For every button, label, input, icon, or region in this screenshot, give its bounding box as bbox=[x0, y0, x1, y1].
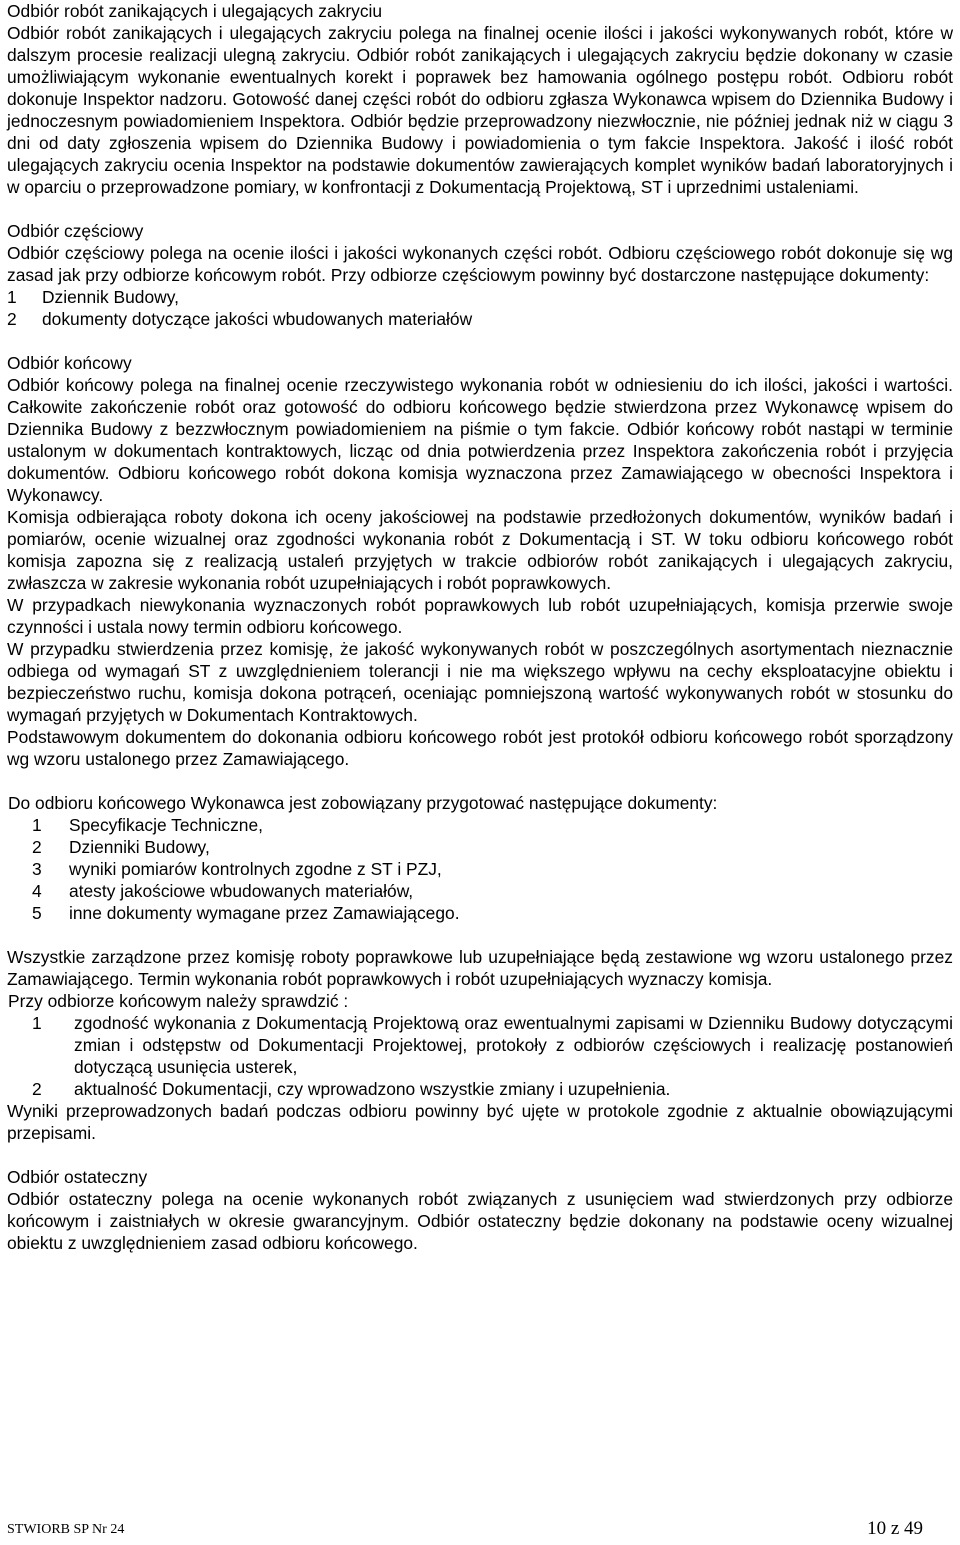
list-item-number: 4 bbox=[32, 881, 42, 901]
list-item-text: atesty jakościowe wbudowanych materiałów, bbox=[69, 881, 414, 901]
list-item-text: aktualność Dokumentacji, czy wprowadzono wszystkie zmiany i uzupełnienia. bbox=[74, 1079, 671, 1099]
koncowy-paragraph: W przypadku stwierdzenia przez komisję, że jakość wykonywanych robót w poszczególnych asortymentach nieznacznie odbiega od wymagań ST z uwzględnieniem tolerancji i nie ma większego wpływu na cechy eksploatacyjne obiektu i bezpieczeństwo ruchu, komisja dokona potrąceń, oceniając pomniejszoną wartość wykonywanych robót w stosunku do wymagań przyjętych w Dokumentach Kontraktowych. bbox=[7, 639, 953, 725]
list-item bbox=[32, 858, 953, 880]
koncowy-paragraph: Podstawowym dokumentem do dokonania odbioru końcowego robót jest protokół odbioru końcowego robót sporządzony wg wzoru ustalonego przez Zamawiającego. bbox=[7, 727, 953, 769]
list-item bbox=[32, 836, 953, 858]
list-item-text: Dzienniki Budowy, bbox=[69, 837, 210, 857]
page-footer bbox=[7, 1518, 923, 1540]
koncowy-check-intro: Przy odbiorze końcowym należy sprawdzić : bbox=[8, 991, 349, 1011]
list-item-text: Specyfikacje Techniczne, bbox=[69, 815, 263, 835]
koncowy-docs-intro: Do odbioru końcowego Wykonawca jest zobowiązany przygotować następujące dokumenty: bbox=[8, 793, 718, 813]
list-item bbox=[7, 1078, 953, 1100]
koncowy-document-list bbox=[7, 814, 953, 924]
list-item bbox=[32, 880, 953, 902]
document-page bbox=[7, 0, 953, 1254]
list-item-number: 3 bbox=[32, 859, 42, 879]
list-item-number: 2 bbox=[7, 309, 17, 329]
koncowy-check-list bbox=[7, 1012, 953, 1100]
list-item-number: 1 bbox=[32, 1013, 42, 1033]
list-item-text: zgodność wykonania z Dokumentacją Projektową oraz ewentualnymi zapisami w Dzienniku Budowy dotyczącymi zmian i odstępstw od Dokumentacji Projektowej, protokoły z odbiorów częściowych i realizację postanowień dotyczącą usunięcia usterek, bbox=[74, 1013, 953, 1077]
list-item-number: 2 bbox=[32, 837, 42, 857]
list-item bbox=[7, 1012, 953, 1078]
list-item bbox=[32, 902, 953, 924]
koncowy-after-docs: Wszystkie zarządzone przez komisję roboty poprawkowe lub uzupełniające będą zestawione wg wzoru ustalonego przez Zamawiającego. Termin wykonania robót poprawkowych i robót uzupełniających wyznaczy komisja. bbox=[7, 947, 953, 989]
list-item-number: 1 bbox=[32, 815, 42, 835]
koncowy-closing: Wyniki przeprowadzonych badań podczas odbioru powinny być ujęte w protokole zgodnie z aktualnie obowiązującymi przepisami. bbox=[7, 1101, 953, 1143]
footer-document-id: STWIORB SP Nr 24 bbox=[7, 1522, 125, 1537]
section-body-zanikajace: Odbiór robót zanikających i ulegających zakryciu polega na finalnej ocenie ilości i jakości wykonywanych robót, które w dalszym procesie realizacji ulegną zakryciu. Odbiór robót zanikających i ulegających zakryciu będzie dokonany w czasie umożliwiającym wykonanie ewentualnych korekt i poprawek bez hamowania ogólnego postępu robót. Odbioru robót dokonuje Inspektor nadzoru. Gotowość danej części robót do odbioru zgłasza Wykonawca wpisem do Dziennika Budowy i jednoczesnym powiadomieniem Inspektora. Odbiór będzie przeprowadzony niezwłocznie, nie później jednak niż w ciągu 3 dni od daty zgłoszenia wpisem do Dziennika Budowy i powiadomienia o tym fakcie Inspektora. Jakość i ilość robót ulegających zakryciu ocenia Inspektor na podstawie dokumentów zawierających komplet wyników badań laboratoryjnych i w oparciu o przeprowadzone pomiary, w konfrontacji z Dokumentacją Projektową, ST i uprzednimi ustaleniami. bbox=[7, 23, 953, 197]
list-item bbox=[32, 814, 953, 836]
section-heading-czesciowy: Odbiór częściowy bbox=[7, 221, 144, 241]
list-item bbox=[7, 308, 953, 330]
section-heading-koncowy: Odbiór końcowy bbox=[7, 353, 132, 373]
section-body-czesciowy: Odbiór częściowy polega na ocenie ilości i jakości wykonanych części robót. Odbioru częściowego robót dokonuje się wg zasad jak przy odbiorze końcowym robót. Przy odbiorze częściowym powinny być dostarczone następujące dokumenty: bbox=[7, 243, 953, 285]
list-item-number: 1 bbox=[7, 287, 17, 307]
czesciowy-document-list bbox=[7, 286, 953, 330]
section-body-ostateczny: Odbiór ostateczny polega na ocenie wykonanych robót związanych z usunięciem wad stwierdzonych przy odbiorze końcowym i zaistniałych w okresie gwarancyjnym. Odbiór ostateczny będzie dokonany na podstawie oceny wizualnej obiektu z uwzględnieniem zasad odbioru końcowego. bbox=[7, 1189, 953, 1253]
section-heading-zanikajace: Odbiór robót zanikających i ulegających zakryciu bbox=[7, 1, 383, 21]
koncowy-paragraph: Komisja odbierająca roboty dokona ich oceny jakościowej na podstawie przedłożonych dokumentów, wyników badań i pomiarów, ocenie wizualnej oraz zgodności wykonania robót z Dokumentacją i ST. W toku odbioru końcowego robót komisja zapozna się z realizacją ustaleń przyjętych w trakcie odbiorów robót zanikających i ulegających zakryciu, zwłaszcza w zakresie wykonania robót uzupełniających i robót poprawkowych. bbox=[7, 507, 953, 593]
footer-page-number: 10 z 49 bbox=[867, 1518, 923, 1539]
list-item-number: 5 bbox=[32, 903, 42, 923]
section-heading-ostateczny: Odbiór ostateczny bbox=[7, 1167, 148, 1187]
koncowy-paragraph: Odbiór końcowy polega na finalnej ocenie rzeczywistego wykonania robót w odniesieniu do ich ilości, jakości i wartości. Całkowite zakończenie robót oraz gotowość do odbioru końcowego będzie stwierdzona przez Wykonawcę wpisem do Dziennika Budowy z bezzwłocznym powiadomieniem na piśmie o tym fakcie. Odbiór końcowy robót nastąpi w terminie ustalonym w dokumentach kontraktowych, licząc od dnia potwierdzenia przez Inspektora zakończenia robót i przyjęcia dokumentów. Odbioru końcowego robót dokona komisja wyznaczona przez Zamawiającego w obecności Inspektora i Wykonawcy. bbox=[7, 375, 953, 505]
list-item-number: 2 bbox=[32, 1079, 42, 1099]
list-item-text: wyniki pomiarów kontrolnych zgodne z ST i PZJ, bbox=[69, 859, 442, 879]
list-item-text: dokumenty dotyczące jakości wbudowanych materiałów bbox=[42, 309, 473, 329]
list-item-text: Dziennik Budowy, bbox=[42, 287, 179, 307]
list-item-text: inne dokumenty wymagane przez Zamawiającego. bbox=[69, 903, 460, 923]
koncowy-paragraph: W przypadkach niewykonania wyznaczonych robót poprawkowych lub robót uzupełniających, komisja przerwie swoje czynności i ustala nowy termin odbioru końcowego. bbox=[7, 595, 953, 637]
list-item bbox=[7, 286, 953, 308]
